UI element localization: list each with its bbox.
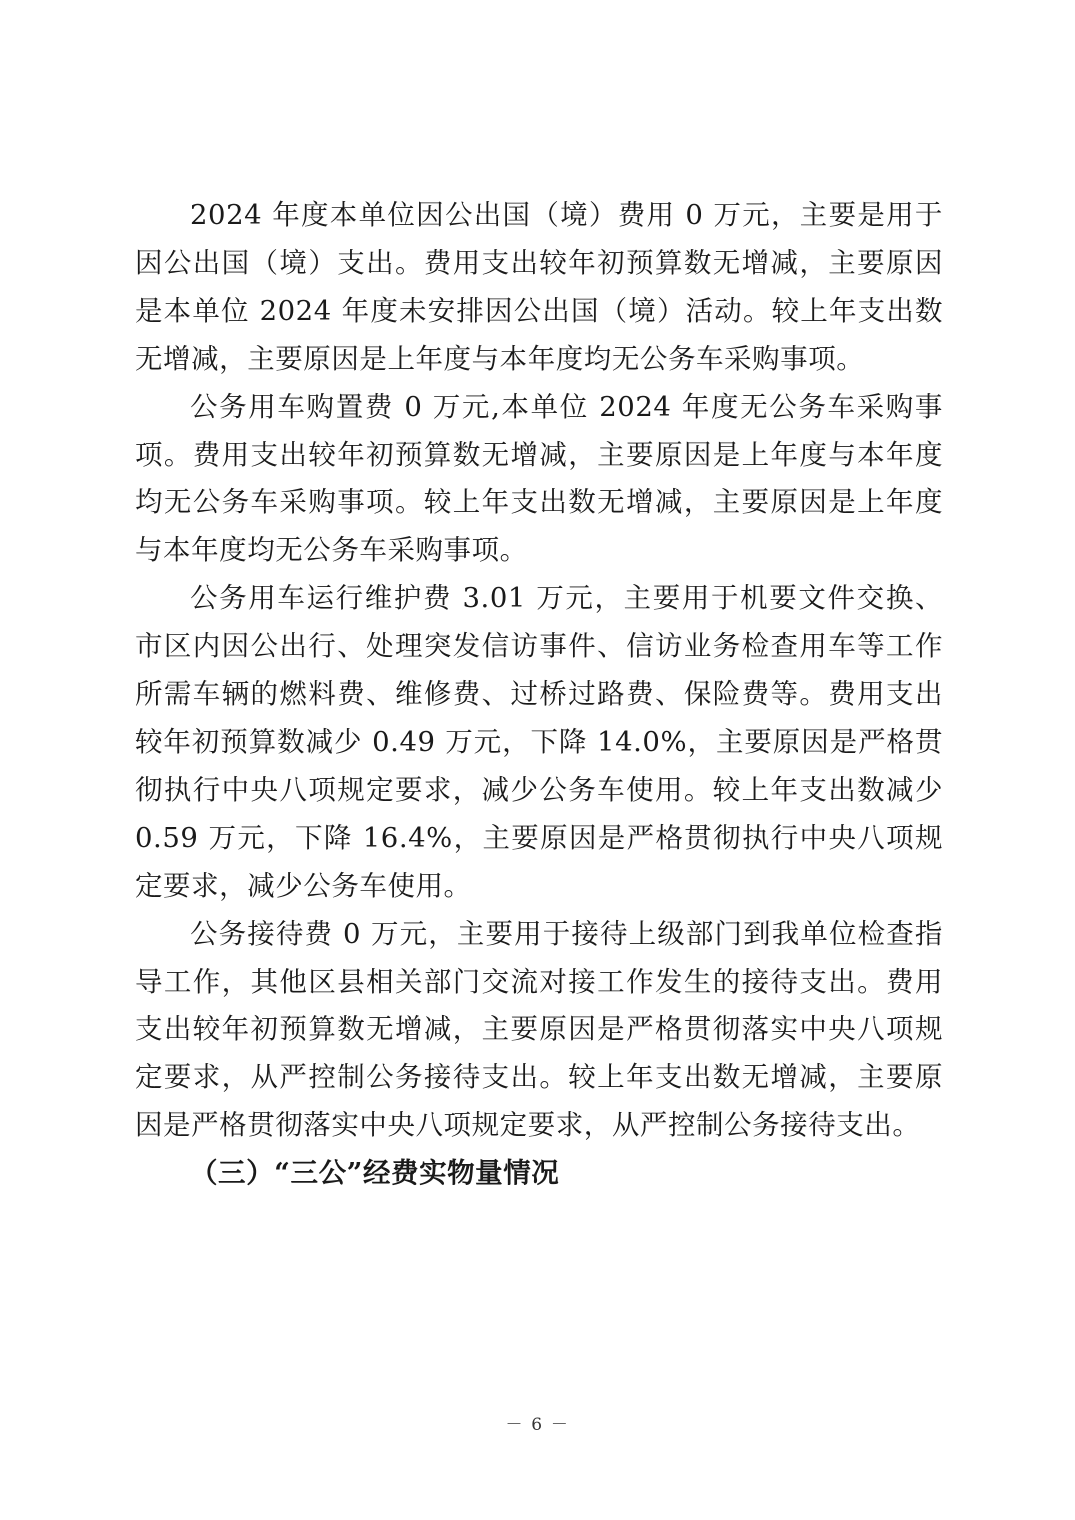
- page-number: － 6 －: [505, 1415, 570, 1435]
- section-heading: （三）“三公”经费实物量情况: [190, 1157, 560, 1190]
- document-body: [135, 192, 943, 1198]
- paragraph-overseas-travel: 2024 年度本单位因公出国（境）费用 0 万元，主要是用于因公出国（境）支出。费用支出较年初预算数无增减，主要原因是本单位 2024 年度未安排因公出国（境）活动。较上年支出数无增减，主要原因是上年度与本年度均无公务车采购事项。: [135, 199, 943, 375]
- paragraph-reception: 公务接待费 0 万元，主要用于接待上级部门到我单位检查指导工作，其他区县相关部门交流对接工作发生的接待支出。费用支出较年初预算数无增减，主要原因是严格贯彻落实中央八项规定要求，从严控制公务接待支出。较上年支出数无增减，主要原因是严格贯彻落实中央八项规定要求，从严控制公务接待支出。: [135, 917, 943, 1142]
- paragraph-vehicle-purchase: 公务用车购置费 0 万元,本单位 2024 年度无公务车采购事项。费用支出较年初预算数无增减，主要原因是上年度与本年度均无公务车采购事项。较上年支出数无增减，主要原因是上年度与本年度均无公务车采购事项。: [135, 390, 943, 567]
- paragraph-vehicle-maintenance: 公务用车运行维护费 3.01 万元，主要用于机要文件交换、市区内因公出行、处理突发信访事件、信访业务检查用车等工作所需车辆的燃料费、维修费、过桥过路费、保险费等。费用支出较年初预算数减少 0.49 万元，下降 14.0%，主要原因是严格贯彻执行中央八项规定要求，减少公务车使用。较上年支出数减少 0.59 万元，下降 16.4%，主要原因是严格贯彻执行中央八项规定要求，减少公务车使用。: [135, 582, 943, 902]
